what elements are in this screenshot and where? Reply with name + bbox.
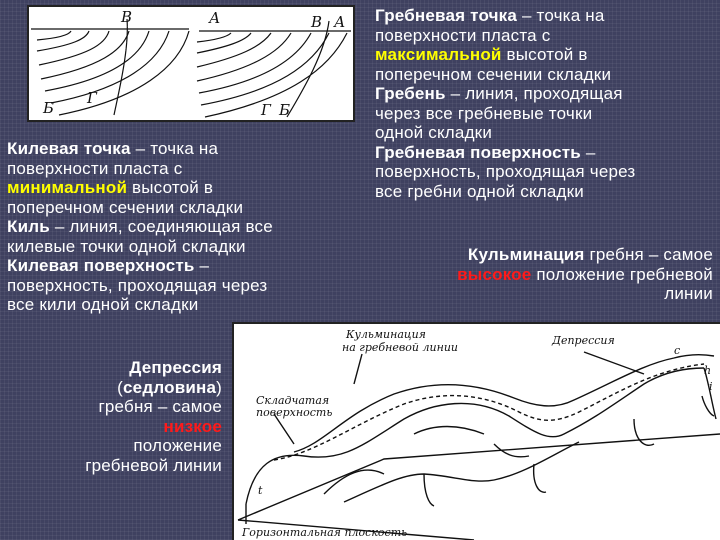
fig-top-label-g2: Г — [261, 101, 271, 119]
fig-top-label-b2: В — [311, 13, 323, 31]
crest-line-1-rest: – точка на — [517, 6, 605, 25]
depression-line-3: гребня – самое — [98, 397, 222, 416]
fig-top-label-a1: А — [209, 9, 221, 27]
fold-cross-section-figure — [27, 5, 355, 122]
crest-line-9: поверхность, проходящая через — [375, 162, 636, 181]
culmination-line-2-rest: положение гребневой — [531, 264, 713, 284]
crest-line-5-rest: – линия, проходящая — [445, 84, 623, 103]
keel-line-5-rest: – линия, соединяющая все — [49, 217, 273, 236]
fig-label-horizontal-plane: Горизонтальная плоскость — [242, 526, 408, 539]
culmination-definition-text — [375, 245, 713, 304]
highlight-minimal: минимальной — [7, 178, 128, 197]
keel-line-8: поверхность, проходящая через — [7, 275, 268, 295]
term-culmination: Кульминация — [467, 245, 585, 264]
depression-line-5: положение — [133, 436, 222, 455]
crest-line-6: через все гребневые точки — [375, 103, 593, 123]
term-keel-point: Килевая точка — [7, 139, 131, 158]
keel-line-3-rest: высотой в — [127, 178, 214, 197]
crest-line-10: все гребни одной складки — [375, 181, 584, 201]
keel-line-1-rest: – точка на — [130, 139, 219, 158]
folded-surface-drawing — [234, 324, 720, 540]
fig-label-c: c — [674, 344, 681, 357]
fig-label-fold-2: поверхность — [256, 406, 333, 419]
highlight-maximal: максимальной — [375, 45, 502, 64]
culmination-line-1-rest: гребня – самое — [584, 245, 713, 264]
crest-line-7: одной складки — [375, 123, 493, 142]
crest-line-3-rest: высотой в — [501, 45, 588, 64]
keel-line-2: поверхности пласта с — [7, 158, 183, 178]
fig-label-i: i — [709, 380, 713, 393]
fig-label-t: t — [258, 484, 263, 497]
depression-close-paren: ) — [216, 377, 222, 397]
term-keel-surface: Килевая поверхность — [7, 256, 195, 275]
keel-line-7-rest: – — [194, 256, 210, 275]
depression-definition-text — [8, 358, 222, 475]
fig-top-label-a2: А — [334, 13, 346, 31]
depression-open-paren: ( — [117, 377, 124, 397]
term-crest: Гребень — [375, 84, 446, 103]
crest-line-4: поперечном сечении складки — [375, 64, 612, 84]
fig-top-label-bb1: Б — [43, 99, 55, 117]
fig-label-depression: Депрессия — [552, 334, 615, 347]
culmination-line-3: линии — [664, 284, 713, 303]
term-keel: Киль — [7, 217, 50, 236]
term-saddle: седловина — [123, 377, 217, 397]
fig-label-culmination-1: Кульминация — [346, 328, 426, 341]
crest-line-8-rest: – — [580, 142, 596, 162]
term-crest-point: Гребневая точка — [375, 6, 518, 25]
keel-definition-text — [7, 139, 273, 315]
keel-line-6: килевые точки одной складки — [7, 236, 246, 256]
fig-top-label-bb2: Б — [279, 101, 291, 119]
term-depression: Депрессия — [129, 358, 222, 377]
term-crest-surface: Гребневая поверхность — [375, 142, 581, 162]
highlight-highest: высокое — [457, 264, 532, 284]
highlight-lowest: низкое — [163, 416, 222, 436]
fig-label-h: h — [704, 364, 712, 377]
keel-line-4: поперечном сечении складки — [7, 197, 244, 217]
fig-top-label-g1: Г — [87, 89, 97, 107]
fold-cross-section-drawing — [29, 7, 353, 120]
fig-label-culmination-2: на гребневой линии — [342, 341, 458, 354]
crest-line-2: поверхности пласта с — [375, 25, 551, 45]
crest-definition-text — [375, 6, 635, 201]
depression-line-6: гребневой линии — [85, 455, 222, 475]
folded-surface-figure — [232, 322, 720, 540]
keel-line-9: все кили одной складки — [7, 295, 199, 314]
fig-top-label-b1: В — [121, 8, 133, 26]
fig-label-fold-1: Складчатая — [256, 394, 330, 407]
